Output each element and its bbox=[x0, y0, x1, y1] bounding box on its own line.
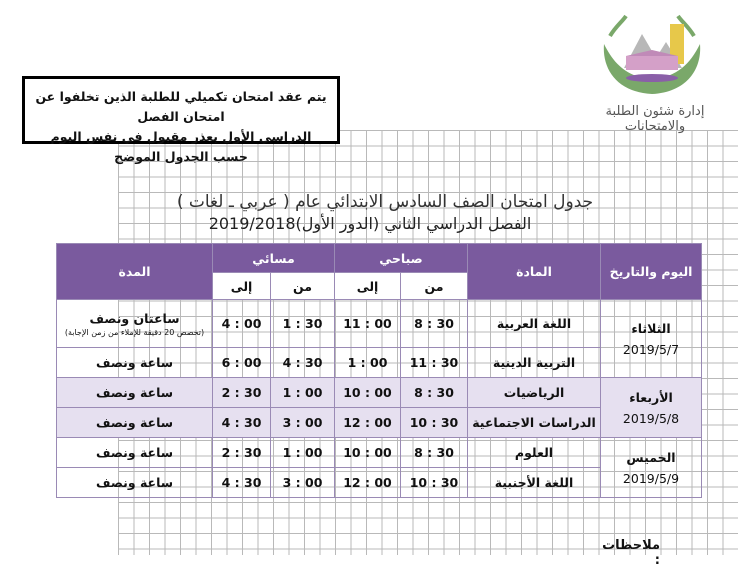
day-name: الخميس bbox=[626, 449, 676, 465]
evening-from-cell: 00 : 3 bbox=[271, 408, 335, 438]
duration-cell: ساعة ونصف bbox=[57, 408, 213, 438]
evening-from-cell: 00 : 1 bbox=[271, 438, 335, 468]
header-evening-to: إلى bbox=[213, 273, 271, 300]
day-date: 2019/5/7 bbox=[622, 341, 680, 357]
notice-line-1: يتم عقد امتحان تكميلي للطلبة الذين تخلفوا عن امتحان الفصل bbox=[35, 89, 327, 124]
evening-from-cell: 30 : 4 bbox=[271, 348, 335, 378]
duration-cell: ساعة ونصف bbox=[57, 348, 213, 378]
department-name: إدارة شئون الطلبة والامتحانات bbox=[605, 104, 705, 134]
exam-schedule-table bbox=[56, 243, 702, 498]
day-cell bbox=[601, 378, 702, 438]
morning-to-cell: 00 : 11 bbox=[335, 300, 401, 348]
notice-line-2: الدراسي الأول بعذر مقبول في نفس اليوم حسب الجدول الموضح bbox=[50, 129, 312, 164]
duration-text: ساعتان ونصف bbox=[89, 310, 180, 326]
duration-note: (تخصص 20 دقيقة للإملاء من زمن الإجابة) bbox=[64, 327, 205, 337]
morning-to-cell: 00 : 12 bbox=[335, 408, 401, 438]
evening-to-cell: 30 : 2 bbox=[213, 378, 271, 408]
duration-cell: ساعة ونصف bbox=[57, 468, 213, 498]
header-evening: مسائي bbox=[213, 244, 335, 273]
day-name: الثلاثاء bbox=[631, 320, 671, 336]
morning-from-cell: 30 : 8 bbox=[401, 378, 468, 408]
evening-to-cell: 30 : 2 bbox=[213, 438, 271, 468]
day-cell bbox=[601, 300, 702, 378]
subject-cell: الدراسات الاجتماعية bbox=[468, 408, 601, 438]
header-morning: صباحي bbox=[335, 244, 468, 273]
morning-to-cell: 00 : 12 bbox=[335, 468, 401, 498]
header-subject: المادة bbox=[468, 244, 601, 300]
evening-to-cell: 00 : 4 bbox=[213, 300, 271, 348]
header-evening-from: من bbox=[271, 273, 335, 300]
subject-cell: التربية الدينية bbox=[468, 348, 601, 378]
subject-cell: اللغة الأجنبية bbox=[468, 468, 601, 498]
morning-from-cell: 30 : 8 bbox=[401, 438, 468, 468]
morning-to-cell: 00 : 10 bbox=[335, 378, 401, 408]
header-morning-from: من bbox=[401, 273, 468, 300]
morning-from-cell: 30 : 8 bbox=[401, 300, 468, 348]
subject-cell: العلوم bbox=[468, 438, 601, 468]
day-date: 2019/5/9 bbox=[622, 470, 680, 486]
notes-label: ملاحظات : bbox=[602, 538, 660, 568]
header-duration: المدة bbox=[57, 244, 213, 300]
duration-cell: ساعة ونصف bbox=[57, 438, 213, 468]
day-date: 2019/5/8 bbox=[622, 410, 680, 426]
morning-from-cell: 30 : 10 bbox=[401, 408, 468, 438]
morning-to-cell: 00 : 10 bbox=[335, 438, 401, 468]
header-morning-to: إلى bbox=[335, 273, 401, 300]
header-row bbox=[57, 244, 702, 273]
schedule-subtitle: الفصل الدراسي الثاني (الدور الأول)2019/2018 bbox=[208, 214, 532, 233]
morning-from-cell: 30 : 10 bbox=[401, 468, 468, 498]
schedule-title: جدول امتحان الصف السادس الابتدائي عام ( عربي ـ لغات ) bbox=[176, 192, 594, 212]
table-row bbox=[57, 378, 702, 408]
ministry-logo-icon bbox=[596, 6, 708, 102]
duration-cell bbox=[57, 300, 213, 348]
notice-box bbox=[22, 76, 340, 164]
subject-cell: اللغة العربية bbox=[468, 300, 601, 348]
table-row bbox=[57, 438, 702, 468]
table-row bbox=[57, 300, 702, 348]
evening-from-cell: 00 : 1 bbox=[271, 378, 335, 408]
morning-from-cell: 30 : 11 bbox=[401, 348, 468, 378]
evening-from-cell: 00 : 3 bbox=[271, 468, 335, 498]
evening-to-cell: 00 : 6 bbox=[213, 348, 271, 378]
evening-to-cell: 30 : 4 bbox=[213, 408, 271, 438]
day-name: الأربعاء bbox=[629, 389, 673, 405]
evening-from-cell: 30 : 1 bbox=[271, 300, 335, 348]
day-cell bbox=[601, 438, 702, 498]
subject-cell: الرياضيات bbox=[468, 378, 601, 408]
header-day-date: اليوم والتاريخ bbox=[601, 244, 702, 300]
morning-to-cell: 00 : 1 bbox=[335, 348, 401, 378]
duration-cell: ساعة ونصف bbox=[57, 378, 213, 408]
evening-to-cell: 30 : 4 bbox=[213, 468, 271, 498]
